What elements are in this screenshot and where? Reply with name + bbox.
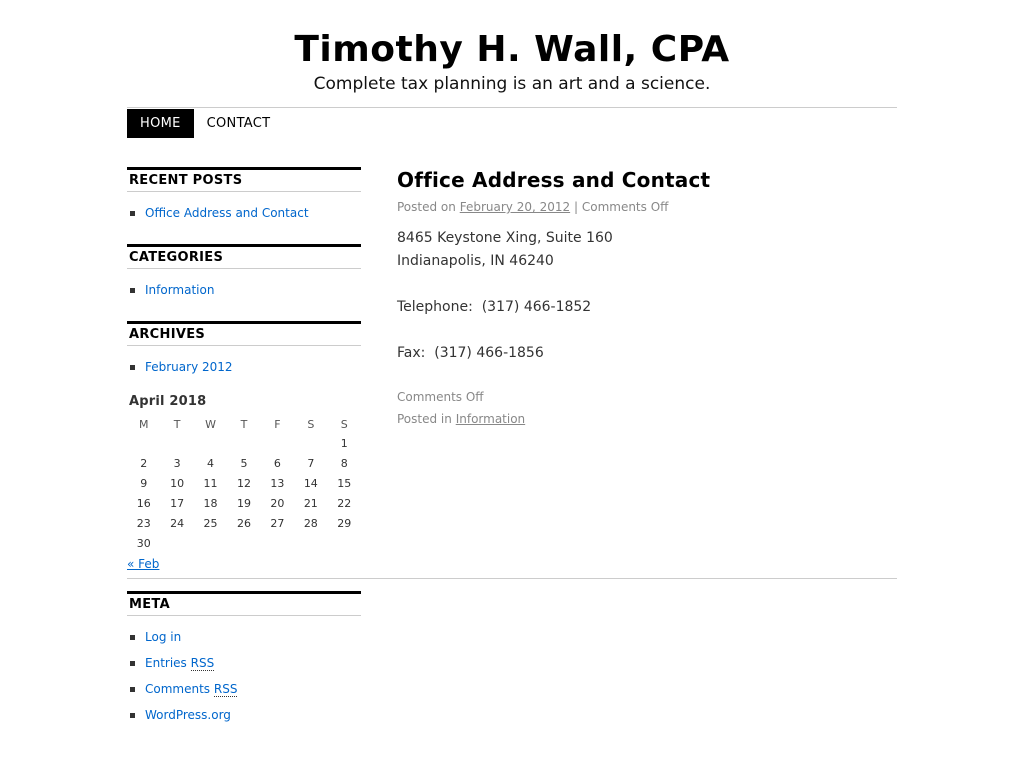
calendar-table [127,415,361,553]
calendar-day: 20 [270,496,285,510]
calendar-day: 2 [140,456,148,470]
calendar-caption: April 2018 [129,394,207,409]
calendar-day: 16 [136,496,151,510]
calendar-day: 25 [203,516,218,530]
calendar-day: 6 [273,456,281,470]
post-footer [397,386,897,430]
recent-posts-list [127,204,361,222]
calendar-day: 9 [140,476,148,490]
weekday-label: S [307,417,315,431]
rss-abbr: RSS [213,682,238,696]
calendar-day: 30 [136,536,151,550]
category-link[interactable]: Information [145,283,215,297]
calendar-empty-day [160,433,193,453]
list-item [127,358,361,376]
post-date-link[interactable]: February 20, 2012 [459,200,571,214]
post-meta [397,199,897,215]
calendar-empty-day [127,433,160,453]
calendar-day: 21 [303,496,318,510]
list-item [127,654,361,672]
calendar-day: 26 [236,516,251,530]
nav-item-home[interactable]: HOME [127,109,194,138]
calendar-empty-day [227,533,260,553]
calendar-day: 23 [136,516,151,530]
calendar-day: 13 [270,476,285,490]
calendar-empty-day [328,533,361,553]
archive-link[interactable]: February 2012 [145,360,233,374]
calendar-day: 22 [337,496,352,510]
comments-rss-link[interactable] [145,682,237,697]
calendar-week-row [127,513,361,533]
posted-on-label: Posted on [397,200,456,214]
categories-widget [127,244,361,299]
calendar-week-row [127,493,361,513]
list-item [127,204,361,222]
calendar-empty-day [294,433,327,453]
log-in-link[interactable]: Log in [145,630,182,644]
entries-rss-link[interactable] [145,656,214,671]
weekday-label: M [138,417,149,431]
weekday-label: S [340,417,348,431]
categories-list [127,281,361,299]
calendar-day: 8 [340,456,348,470]
calendar-day: 7 [307,456,315,470]
calendar-empty-day [261,533,294,553]
posted-in [397,408,897,430]
main-navigation [127,107,897,139]
calendar-week-row [127,533,361,553]
calendar-body [127,433,361,553]
calendar-prev-month-link[interactable]: « Feb [127,557,160,571]
address-line-1: 8465 Keystone Xing, Suite 160 [397,230,613,246]
recent-post-link[interactable]: Office Address and Contact [145,206,309,220]
post-title[interactable]: Office Address and Contact [397,168,711,192]
calendar-day: 24 [170,516,185,530]
calendar-day: 1 [340,436,348,450]
calendar-day: 28 [303,516,318,530]
post-category-link[interactable]: Information [455,412,526,426]
calendar-week-row [127,473,361,493]
posted-in-label: Posted in [397,412,452,426]
weekday-label: F [274,417,281,431]
list-item [127,680,361,698]
calendar-day: 14 [303,476,318,490]
meta-widget [127,591,361,724]
footer-divider [127,578,897,579]
categories-title: CATEGORIES [127,244,361,269]
meta-separator: | [573,200,579,214]
archives-widget [127,321,361,376]
calendar-empty-day [261,433,294,453]
wordpress-link[interactable]: WordPress.org [145,708,231,722]
weekday-label: W [205,417,216,431]
meta-title: META [127,591,361,616]
archives-list [127,358,361,376]
calendar-day: 18 [203,496,218,510]
address-line-2: Indianapolis, IN 46240 [397,253,554,269]
list-item [127,281,361,299]
calendar-empty-day [194,433,227,453]
list-item [127,706,361,724]
main-content [397,167,897,430]
post-body [397,227,897,365]
site-title[interactable]: Timothy H. Wall, CPA [294,29,730,70]
calendar-day: 10 [170,476,185,490]
list-item [127,628,361,646]
calendar-empty-day [227,433,260,453]
calendar-day: 12 [236,476,251,490]
calendar-header-row [127,415,361,433]
rss-abbr: RSS [190,656,215,670]
recent-posts-widget [127,167,361,222]
calendar-day: 4 [207,456,215,470]
comments-label: Comments [145,682,214,696]
calendar-day: 27 [270,516,285,530]
telephone-text: Telephone: (317) 466-1852 [397,299,592,315]
calendar-empty-day [160,533,193,553]
calendar-day: 29 [337,516,352,530]
calendar-day: 5 [240,456,248,470]
calendar-week-row [127,433,361,453]
weekday-label: T [173,417,181,431]
calendar-day: 17 [170,496,185,510]
calendar-widget [127,394,361,571]
page-wrapper [127,0,897,722]
weekday-label: T [240,417,248,431]
sidebar [127,167,361,746]
calendar-week-row [127,453,361,473]
archives-title: ARCHIVES [127,321,361,346]
recent-posts-title: RECENT POSTS [127,167,361,192]
entries-label: Entries [145,656,191,670]
nav-item-contact[interactable]: CONTACT [206,116,271,131]
footer-comments-status: Comments Off [397,390,484,404]
calendar-day: 11 [203,476,218,490]
calendar-empty-day [194,533,227,553]
calendar-day: 19 [236,496,251,510]
address-paragraph [397,227,897,273]
comments-status: Comments Off [581,200,669,214]
site-description: Complete tax planning is an art and a science. [313,74,711,94]
calendar-day: 3 [173,456,181,470]
calendar-day: 15 [337,476,352,490]
meta-list [127,628,361,724]
calendar-empty-day [294,533,327,553]
fax-text: Fax: (317) 466-1856 [397,345,544,361]
